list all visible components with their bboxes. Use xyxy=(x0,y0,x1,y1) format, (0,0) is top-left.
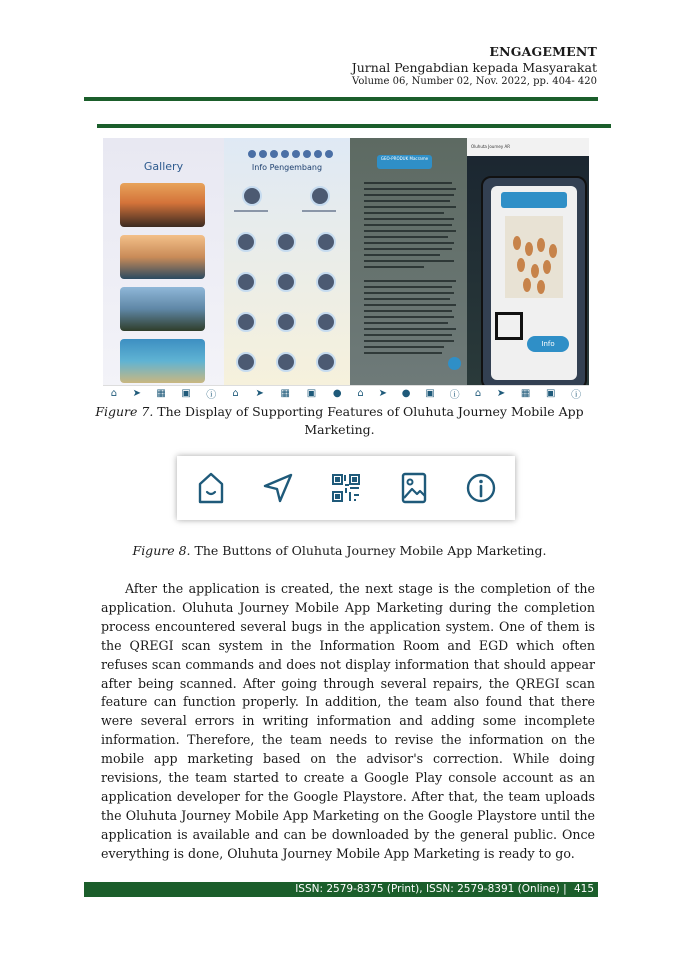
gallery-screen xyxy=(103,138,224,385)
avatar xyxy=(276,352,296,372)
footer-bar xyxy=(84,882,598,897)
info-icon[interactable]: ⓘ xyxy=(206,390,217,400)
info-button[interactable]: Info xyxy=(527,336,569,352)
text-line xyxy=(364,182,452,184)
info-icon[interactable] xyxy=(463,470,499,506)
text-line xyxy=(364,194,454,196)
developer-caption xyxy=(234,210,268,212)
back-button[interactable] xyxy=(448,357,461,370)
text-line xyxy=(364,280,456,282)
qr-code-marker xyxy=(495,312,523,340)
text-line xyxy=(364,298,450,300)
qr-code-icon[interactable]: ▦ xyxy=(280,388,290,399)
header-rule-secondary xyxy=(97,124,611,128)
gallery-photo-sunset-sea xyxy=(120,235,205,279)
body-paragraph: After the application is created, the next stage is the completion of the application. Oluhuta Journey Mobile App Marketing during the completion process encountered several bugs in the application system. One of them is the QREGI scan system in the Information Room and EGD which often refuses scan commands and does not display information that should appear after being scanned. After going through several repairs, the QREGI scan feature can function properly. In addition, the team also found that there were several errors in writing information and adding some incomplete information. Therefore, the team needs to revise the information on the mobile app marketing based on the advisor's correction. While doing revisions, the team started to create a Google Play console account as an application developer for the Google Playstore. After that, the team uploads the Oluhuta Journey Mobile App Marketing on the Google Playstore until the application is available and can be downloaded by the general public. Once everything is done, Oluhuta Journey Mobile App Marketing is ready to go. xyxy=(101,581,595,861)
home-icon[interactable]: ⌂ xyxy=(232,388,239,399)
figure-8-label: Figure 8. xyxy=(132,543,191,558)
avatar xyxy=(236,272,256,292)
figure-7-screenshots xyxy=(103,138,589,400)
home-icon[interactable]: ⌂ xyxy=(357,388,364,399)
qr-code-icon[interactable]: ▦ xyxy=(156,388,166,399)
footer-issn: ISSN: 2579-8375 (Print), ISSN: 2579-8391 (Online) | xyxy=(295,883,570,895)
avatar xyxy=(316,312,336,332)
figure-7-label: Figure 7. xyxy=(95,404,154,419)
text-line xyxy=(364,352,442,354)
qr-code-icon[interactable]: ● xyxy=(401,388,411,399)
bottom-nav xyxy=(224,385,350,400)
navigation-icon[interactable]: ➤ xyxy=(255,388,264,399)
geo-product-text-screen xyxy=(350,138,467,385)
avatar xyxy=(316,232,336,252)
image-icon[interactable]: ▣ xyxy=(181,388,191,399)
text-line xyxy=(364,346,444,348)
journal-subtitle: Jurnal Pengabdian kepada Masyarakat xyxy=(351,60,597,75)
app-topbar: Oluhuta Journey AR xyxy=(467,138,589,156)
text-line xyxy=(364,218,454,220)
text-line xyxy=(364,316,454,318)
page-number: 415 xyxy=(573,883,594,895)
text-line xyxy=(364,248,452,250)
text-line xyxy=(364,200,450,202)
gallery-title: Gallery xyxy=(143,160,184,173)
header-rule xyxy=(84,97,598,101)
figure-8-caption-text: The Buttons of Oluhuta Journey Mobile App Marketing. xyxy=(190,543,547,558)
text-line xyxy=(364,304,456,306)
gallery-photo-coral xyxy=(120,339,205,383)
image-icon[interactable]: ▣ xyxy=(425,388,435,399)
phone-frame xyxy=(481,176,587,385)
info-icon[interactable]: ⓘ xyxy=(449,390,460,400)
text-line xyxy=(364,328,456,330)
avatar xyxy=(236,232,256,252)
text-line xyxy=(364,206,456,208)
gallery-photo-coast xyxy=(120,287,205,331)
navigation-icon[interactable]: ➤ xyxy=(132,388,141,399)
bottom-nav xyxy=(103,385,224,400)
developer-info-title: Info Pengembang xyxy=(251,163,323,172)
avatar xyxy=(316,352,336,372)
info-icon[interactable]: ⓘ xyxy=(571,390,582,400)
developer-caption xyxy=(302,210,336,212)
text-line xyxy=(364,242,454,244)
avatar xyxy=(236,352,256,372)
navigation-icon[interactable]: ➤ xyxy=(378,388,387,399)
avatar xyxy=(310,186,330,206)
text-line xyxy=(364,212,444,214)
macrame-photo xyxy=(505,216,563,298)
avatar xyxy=(242,186,262,206)
institution-logos xyxy=(248,150,333,158)
figure-7-caption-text: The Display of Supporting Features of Oluhuta Journey Mobile App Marketing. xyxy=(153,404,584,437)
text-line xyxy=(364,286,452,288)
text-line xyxy=(364,236,448,238)
figure-8-caption xyxy=(95,542,584,560)
image-icon[interactable]: ▣ xyxy=(546,388,556,399)
gallery-photo-sunset xyxy=(120,183,205,227)
developer-info-screen xyxy=(224,138,350,385)
journal-title: ENGAGEMENT xyxy=(489,44,597,59)
info-icon[interactable]: ● xyxy=(332,388,342,399)
text-line xyxy=(364,260,454,262)
avatar xyxy=(276,272,296,292)
image-icon[interactable]: ▣ xyxy=(306,388,317,399)
text-line xyxy=(364,266,424,268)
avatar xyxy=(276,232,296,252)
text-line xyxy=(364,224,452,226)
home-icon[interactable]: ⌂ xyxy=(110,388,118,399)
navigation-icon[interactable]: ➤ xyxy=(496,388,506,399)
image-icon[interactable] xyxy=(396,470,432,506)
text-line xyxy=(364,292,454,294)
home-icon[interactable]: ⌂ xyxy=(474,388,482,399)
avatar xyxy=(276,312,296,332)
qr-code-icon[interactable] xyxy=(328,470,364,506)
bottom-nav xyxy=(467,385,589,400)
geo-product-badge: GEO-PRODUK Macrame xyxy=(377,155,432,169)
phone-screen xyxy=(491,186,577,380)
qr-code-icon[interactable]: ▦ xyxy=(520,388,531,399)
text-line xyxy=(364,188,456,190)
text-line xyxy=(364,310,452,312)
avatar xyxy=(316,272,336,292)
ar-scan-screen xyxy=(467,138,589,385)
avatar xyxy=(236,312,256,332)
journal-volume: Volume 06, Number 02, Nov. 2022, pp. 404- 420 xyxy=(352,76,597,87)
figure-7-caption xyxy=(95,403,584,439)
text-line xyxy=(364,340,454,342)
figure-8-buttons xyxy=(177,456,515,520)
home-icon[interactable] xyxy=(193,470,229,506)
text-line xyxy=(364,254,440,256)
navigation-icon[interactable] xyxy=(260,470,296,506)
text-line xyxy=(364,230,456,232)
text-line xyxy=(364,334,452,336)
text-line xyxy=(364,322,448,324)
bottom-nav xyxy=(350,385,467,400)
geo-product-header xyxy=(501,192,567,208)
